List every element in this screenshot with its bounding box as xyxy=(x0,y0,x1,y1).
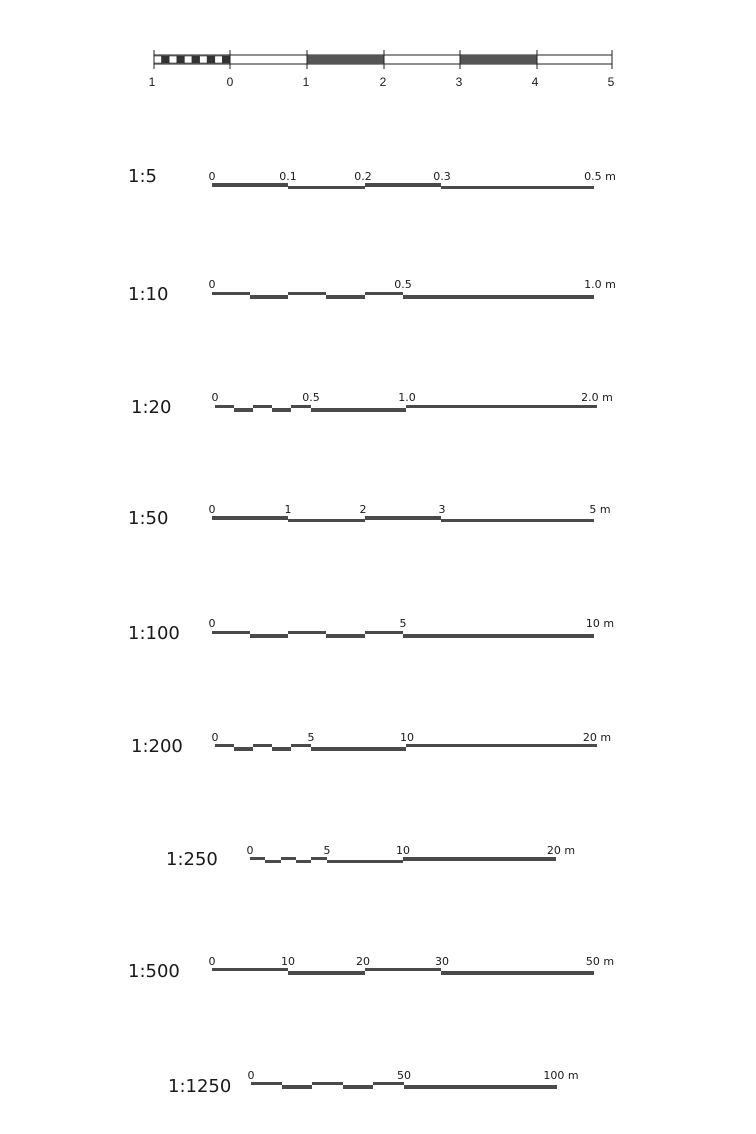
scale-tick-label: 0.1 xyxy=(279,170,297,183)
scale-tick-label: 20 m xyxy=(582,731,612,744)
scale-segment xyxy=(250,857,265,860)
scale-segment xyxy=(365,968,441,971)
scale-tick-label: 0 xyxy=(211,391,219,404)
scale-segment xyxy=(365,292,403,295)
scale-ratio: 1:20 xyxy=(131,397,172,418)
graphic-scale-fill-3-4 xyxy=(460,55,537,64)
scale-bar-1-1250 xyxy=(168,1069,579,1097)
graphic-scale-label: 5 xyxy=(607,75,615,89)
scale-segment xyxy=(288,292,326,295)
scale-tick-label: 0 xyxy=(208,617,216,630)
scale-bar-1-5 xyxy=(128,166,616,189)
scale-segment xyxy=(212,968,288,971)
graphic-scale-subdivision xyxy=(222,56,230,63)
graphic-scale-label: 1 xyxy=(148,75,156,89)
scale-segment xyxy=(326,295,365,299)
scale-segment xyxy=(365,183,441,187)
graphic-scale-subdivision xyxy=(200,56,208,63)
scale-segment xyxy=(441,971,594,975)
scale-segment xyxy=(272,408,291,412)
scale-segment xyxy=(215,744,234,747)
scale-segment xyxy=(253,405,272,408)
graphic-scale-subdivision xyxy=(154,56,162,63)
graphic-scale xyxy=(149,50,615,89)
scale-ratio: 1:1250 xyxy=(168,1076,232,1097)
scale-ratio: 1:10 xyxy=(128,284,169,305)
scale-ratio: 1:5 xyxy=(128,166,157,187)
scale-segment xyxy=(250,295,288,299)
graphic-scale-subdivision xyxy=(207,56,215,63)
scale-tick-label: 20 m xyxy=(546,844,576,857)
scale-tick-label: 1.0 xyxy=(398,391,416,404)
scale-tick-label: 100 m xyxy=(543,1069,579,1082)
scale-bar-1-500 xyxy=(128,955,614,982)
scale-segment xyxy=(288,186,365,189)
scale-tick-label: 5 xyxy=(323,844,331,857)
scale-segment xyxy=(288,971,365,975)
graphic-scale-subdivision xyxy=(162,56,170,63)
scale-segment xyxy=(406,405,597,408)
scale-ratio: 1:500 xyxy=(128,961,180,982)
scale-segment xyxy=(212,631,250,634)
scale-segment xyxy=(291,744,311,747)
scale-segment xyxy=(234,408,253,412)
scale-segment xyxy=(403,295,594,299)
scale-segment xyxy=(272,747,291,751)
scale-ratio: 1:250 xyxy=(166,849,218,870)
scale-segment xyxy=(251,1082,282,1085)
scale-bar-1-10 xyxy=(128,278,616,305)
scale-segment xyxy=(212,516,288,520)
scale-tick-label: 30 xyxy=(435,955,449,968)
graphic-scale-subdivision xyxy=(184,56,192,63)
scale-segment xyxy=(311,857,327,860)
scale-tick-label: 5 xyxy=(399,617,407,630)
scale-segment xyxy=(403,634,594,638)
scale-segment xyxy=(281,857,296,860)
graphic-scale-subdivision xyxy=(215,56,223,63)
scale-tick-label: 1 xyxy=(284,503,292,516)
scale-tick-label: 10 xyxy=(281,955,295,968)
scale-segment xyxy=(253,744,272,747)
graphic-scale-subdivision xyxy=(177,56,185,63)
scale-segment xyxy=(327,860,403,863)
scale-segment xyxy=(288,519,365,522)
scale-segment xyxy=(404,1085,557,1089)
scale-bar-1-200 xyxy=(131,731,611,757)
scale-segment xyxy=(291,405,311,408)
scale-tick-label: 0 xyxy=(208,278,216,291)
scale-tick-label: 10 xyxy=(400,731,414,744)
scale-segment xyxy=(326,634,365,638)
scale-segment xyxy=(441,186,594,189)
scale-segment xyxy=(282,1085,312,1089)
graphic-scale-subdivision xyxy=(192,56,200,63)
scale-bar-1-100 xyxy=(128,617,614,644)
scale-ratio: 1:100 xyxy=(128,623,180,644)
scale-bar-1-250 xyxy=(166,844,575,870)
graphic-scale-subdivision xyxy=(169,56,177,63)
scale-bar-1-50 xyxy=(128,503,611,529)
scale-segment xyxy=(234,747,253,751)
scale-tick-label: 0 xyxy=(208,503,216,516)
scale-segment xyxy=(311,408,406,412)
graphic-scale-label: 1 xyxy=(302,75,310,89)
scale-tick-label: 20 xyxy=(356,955,370,968)
graphic-scale-fill-1-2 xyxy=(307,55,384,64)
scale-segment xyxy=(343,1085,373,1089)
scale-tick-label: 0.3 xyxy=(433,170,451,183)
scale-tick-label: 0.5 m xyxy=(584,170,616,183)
scale-segment xyxy=(265,860,281,863)
scale-tick-label: 50 m xyxy=(585,955,615,968)
scale-segment xyxy=(250,634,288,638)
scale-tick-label: 3 xyxy=(438,503,446,516)
scale-tick-label: 1.0 m xyxy=(584,278,616,291)
scale-tick-label: 2 xyxy=(359,503,367,516)
scale-tick-label: 10 xyxy=(396,844,410,857)
scale-bar-1-20 xyxy=(131,391,613,418)
scale-tick-label: 50 xyxy=(397,1069,411,1082)
graphic-scale-label: 2 xyxy=(379,75,387,89)
scale-segment xyxy=(212,183,288,187)
scale-segment xyxy=(312,1082,343,1085)
graphic-scale-subdivisions xyxy=(154,56,230,63)
graphic-scale-label: 3 xyxy=(455,75,463,89)
scale-tick-label: 2.0 m xyxy=(581,391,613,404)
scale-tick-label: 10 m xyxy=(585,617,615,630)
scale-segment xyxy=(215,405,234,408)
scale-segment xyxy=(288,631,326,634)
scale-segment xyxy=(365,631,403,634)
scale-tick-label: 0 xyxy=(247,1069,255,1082)
scale-ratio: 1:50 xyxy=(128,508,169,529)
scale-segment xyxy=(212,292,250,295)
scale-segment xyxy=(403,857,556,861)
scale-tick-label: 0 xyxy=(208,170,216,183)
graphic-scale-label: 4 xyxy=(531,75,539,89)
scale-ratio: 1:200 xyxy=(131,736,183,757)
scale-tick-label: 0.5 xyxy=(394,278,412,291)
scale-tick-label: 5 m xyxy=(589,503,611,516)
scale-segment xyxy=(296,860,311,863)
scale-tick-label: 0 xyxy=(211,731,219,744)
scale-tick-label: 0.5 xyxy=(302,391,320,404)
scale-segment xyxy=(365,516,441,520)
scale-tick-label: 0.2 xyxy=(354,170,372,183)
scale-segment xyxy=(311,747,406,751)
scale-segment xyxy=(373,1082,404,1085)
scale-tick-label: 5 xyxy=(307,731,315,744)
scale-segment xyxy=(406,744,597,747)
graphic-scale-label: 0 xyxy=(226,75,234,89)
scale-tick-label: 0 xyxy=(208,955,216,968)
scale-segment xyxy=(441,519,594,522)
scale-tick-label: 0 xyxy=(246,844,254,857)
